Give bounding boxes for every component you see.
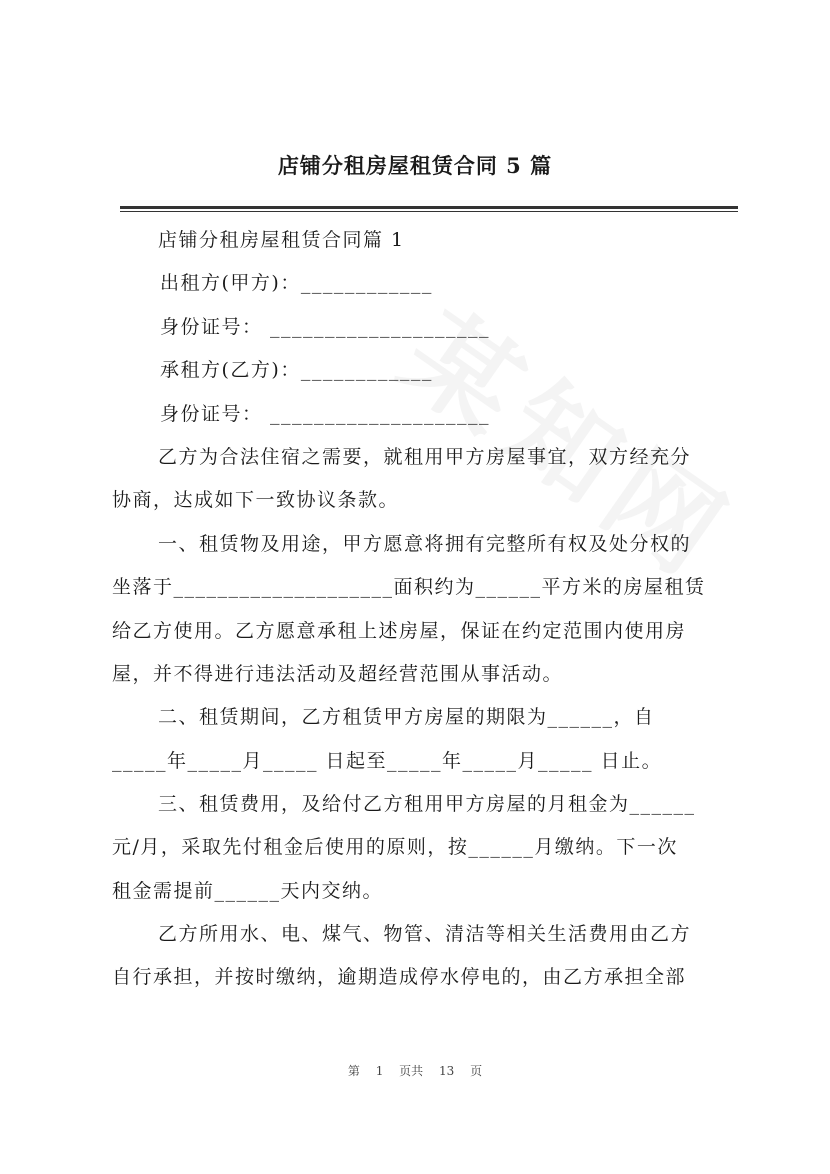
- paragraph-line: 屋，并不得进行违法活动及超经营范围从事活动。: [112, 663, 564, 685]
- paragraph-line: 租金需提前______天内交纳。: [112, 880, 384, 902]
- page-number: 第 1 页共 13 页: [347, 1064, 483, 1078]
- lessee-field: 承租方(乙方)：____________: [160, 359, 433, 381]
- id-number-field-1: 身份证号： ____________________: [160, 316, 491, 338]
- paragraph-line: 三、租赁费用，及给付乙方租用甲方房屋的月租金为______: [158, 793, 696, 815]
- id-number-field-2: 身份证号： ____________________: [160, 403, 491, 425]
- section-subtitle: 店铺分租房屋租赁合同篇 1: [158, 229, 405, 251]
- document-title: 店铺分租房屋租赁合同 5 篇: [277, 153, 553, 178]
- paragraph-line: 乙方为合法住宿之需要，就租用甲方房屋事宜，双方经充分: [158, 446, 692, 468]
- paragraph-line: 一、租赁物及用途，甲方愿意将拥有完整所有权及处分权的: [158, 533, 692, 555]
- paragraph-line: 协商，达成如下一致协议条款。: [112, 489, 400, 511]
- paragraph-line: 给乙方使用。乙方愿意承租上述房屋，保证在约定范围内使用房: [112, 620, 687, 642]
- paragraph-line: 二、租赁期间，乙方租赁甲方房屋的期限为______，自: [158, 706, 655, 728]
- title-rule-thick: [120, 206, 738, 209]
- paragraph-line: 元/月，采取先付租金后使用的原则，按______月缴纳。下一次: [112, 836, 678, 858]
- paragraph-line: 坐落于____________________面积约为______平方米的房屋租赁: [112, 576, 706, 598]
- paragraph-line: 自行承担，并按时缴纳，逾期造成停水停电的，由乙方承担全部: [112, 966, 687, 988]
- paragraph-line: _____年_____月_____ 日起至_____年_____月_____ 日止。: [112, 750, 663, 772]
- lessor-field: 出租方(甲方)：____________: [160, 272, 433, 294]
- paragraph-line: 乙方所用水、电、煤气、物管、清洁等相关生活费用由乙方: [158, 923, 692, 945]
- title-rule-thin: [120, 211, 738, 212]
